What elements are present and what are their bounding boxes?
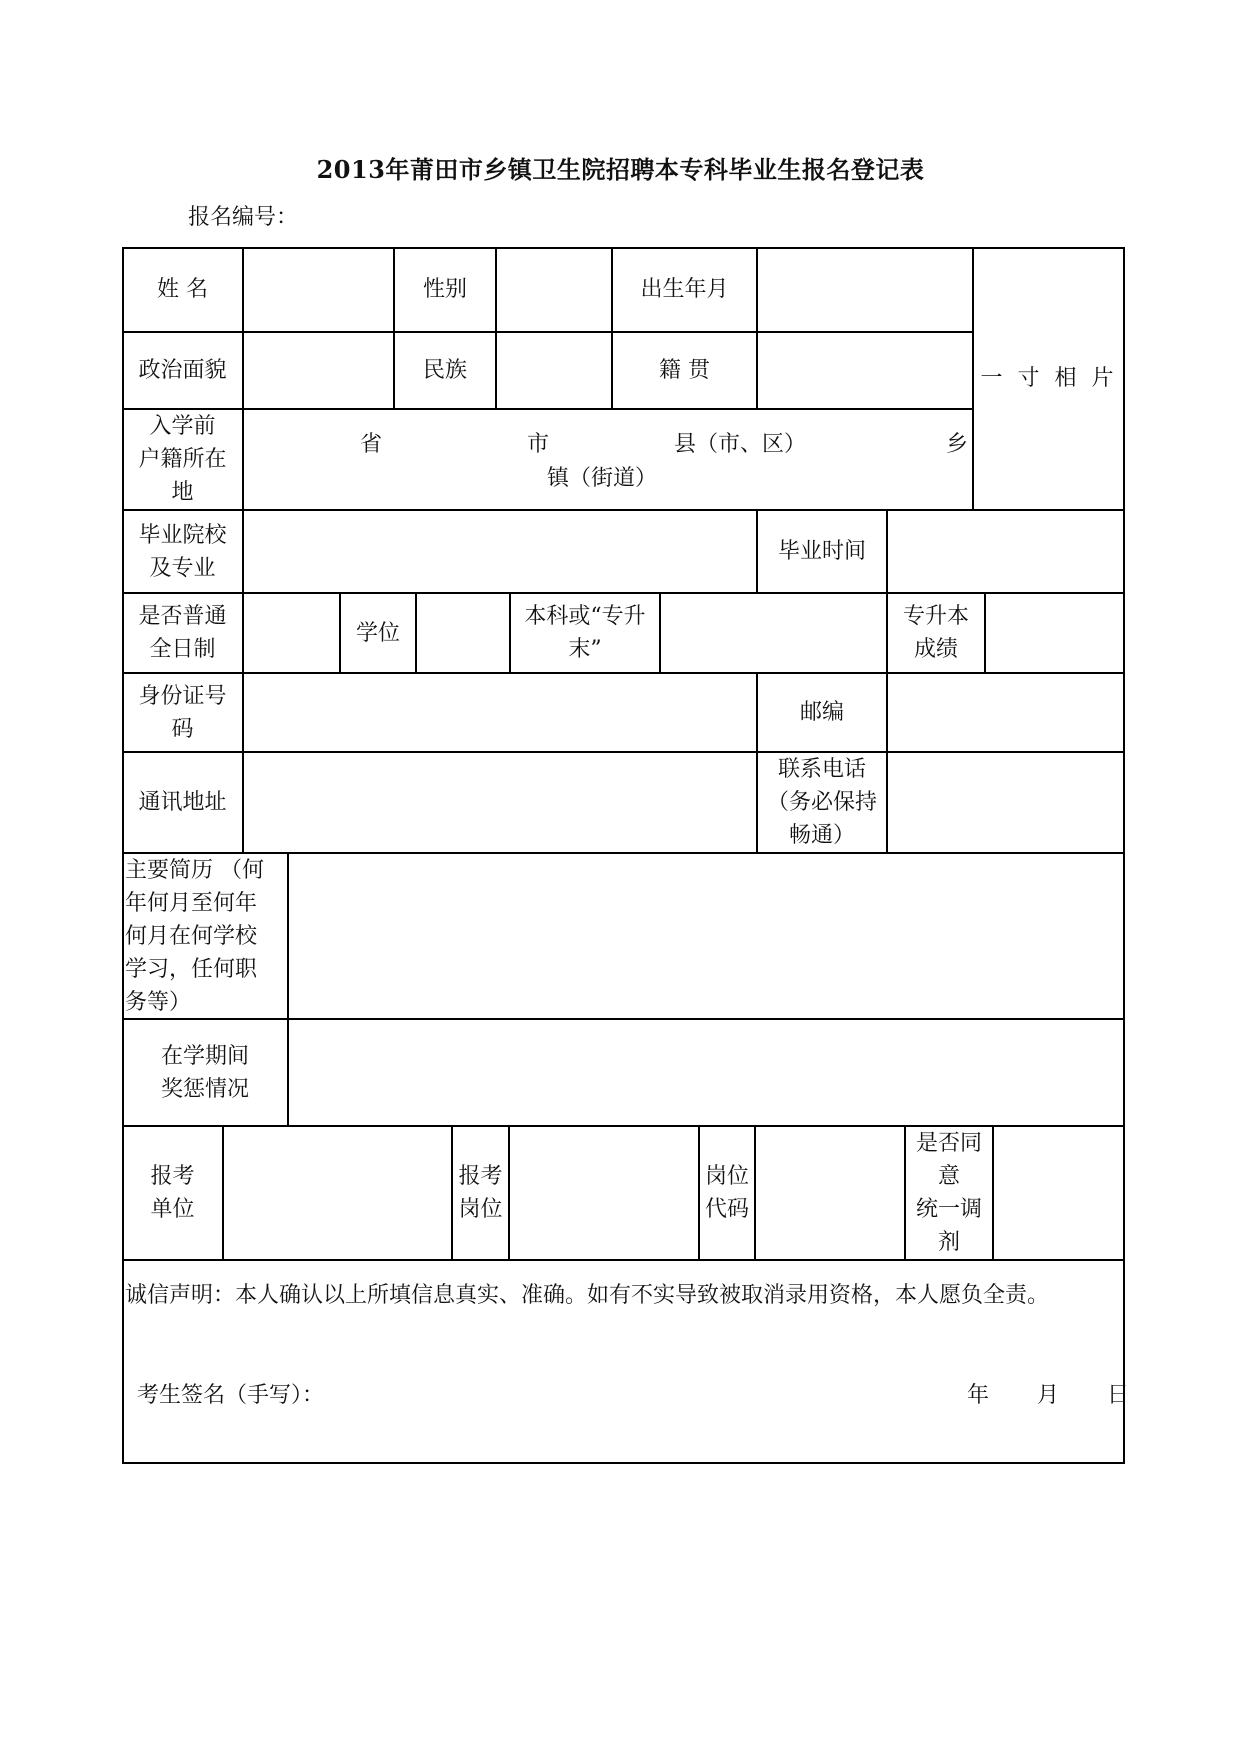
township-label: 乡	[946, 432, 969, 457]
native-place-label: 籍 贯	[612, 332, 757, 409]
id-number-field[interactable]	[243, 673, 757, 752]
address-field[interactable]	[243, 752, 757, 853]
school-major-field[interactable]	[243, 510, 757, 593]
post-code-label: 岗位 代码	[699, 1126, 755, 1260]
declaration-text: 诚信声明：本人确认以上所填信息真实、准确。如有不实导致被取消录用资格，本人愿负全责。	[125, 1283, 1050, 1308]
address-label: 通讯地址	[122, 752, 243, 853]
county-label: 县（市、区）	[674, 432, 807, 457]
date-day-label: 日	[1107, 1383, 1130, 1408]
ethnicity-field[interactable]	[496, 332, 612, 409]
adjustment-consent-label: 是否同 意 统一调 剂	[905, 1126, 993, 1260]
declaration-section	[122, 1260, 1130, 1464]
phone-label: 联系电话 （务必保持 畅通）	[757, 752, 887, 853]
resume-label: 主要简历 （何 年何月至何年 何月在何学校 学习，任何职 务等）	[122, 853, 288, 1019]
graduation-time-field[interactable]	[887, 510, 1125, 593]
resume-field[interactable]	[288, 853, 1125, 1019]
household-registration-field[interactable]	[243, 409, 973, 510]
name-label: 姓 名	[122, 247, 243, 332]
graduation-time-label: 毕业时间	[757, 510, 887, 593]
registration-number-label: 报名编号：	[188, 205, 299, 230]
native-place-field[interactable]	[757, 332, 973, 409]
household-registration-label: 入学前 户籍所在 地	[122, 409, 243, 510]
education-level-field[interactable]	[660, 593, 887, 673]
date-month-label: 月	[1037, 1383, 1060, 1408]
postcode-field[interactable]	[887, 673, 1125, 752]
form-title: 2013年莆田市乡镇卫生院招聘本专科毕业生报名登记表	[316, 155, 925, 184]
gender-label: 性别	[394, 247, 496, 332]
apply-unit-label: 报考 单位	[122, 1126, 223, 1260]
school-major-label: 毕业院校 及专业	[122, 510, 243, 593]
id-number-label: 身份证号 码	[122, 673, 243, 752]
full-time-field[interactable]	[243, 593, 340, 673]
awards-field[interactable]	[288, 1019, 1125, 1126]
adjustment-consent-field[interactable]	[993, 1126, 1125, 1260]
apply-unit-field[interactable]	[223, 1126, 452, 1260]
degree-field[interactable]	[416, 593, 510, 673]
city-label: 市	[527, 432, 550, 457]
full-time-label: 是否普通 全日制	[122, 593, 243, 673]
province-label: 省	[360, 432, 383, 457]
signature-label: 考生签名（手写）：	[137, 1383, 325, 1408]
gender-field[interactable]	[496, 247, 612, 332]
education-level-label: 本科或“专升 末”	[510, 593, 660, 673]
post-code-field[interactable]	[755, 1126, 905, 1260]
upgrade-score-field[interactable]	[985, 593, 1125, 673]
birth-date-field[interactable]	[757, 247, 973, 332]
apply-post-field[interactable]	[509, 1126, 699, 1260]
date-year-label: 年	[967, 1383, 990, 1408]
degree-label: 学位	[340, 593, 416, 673]
birth-date-label: 出生年月	[612, 247, 757, 332]
upgrade-score-label: 专升本 成绩	[887, 593, 985, 673]
street-label: 镇（街道）	[547, 466, 658, 491]
political-status-label: 政治面貌	[122, 332, 243, 409]
political-status-field[interactable]	[243, 332, 394, 409]
awards-label: 在学期间 奖惩情况	[122, 1019, 288, 1126]
ethnicity-label: 民族	[394, 332, 496, 409]
name-field[interactable]	[243, 247, 394, 332]
apply-post-label: 报考 岗位	[452, 1126, 509, 1260]
phone-field[interactable]	[887, 752, 1125, 853]
photo-box[interactable]: 一 寸 相 片	[973, 247, 1125, 510]
postcode-label: 邮编	[757, 673, 887, 752]
signature-field[interactable]	[137, 1415, 837, 1455]
